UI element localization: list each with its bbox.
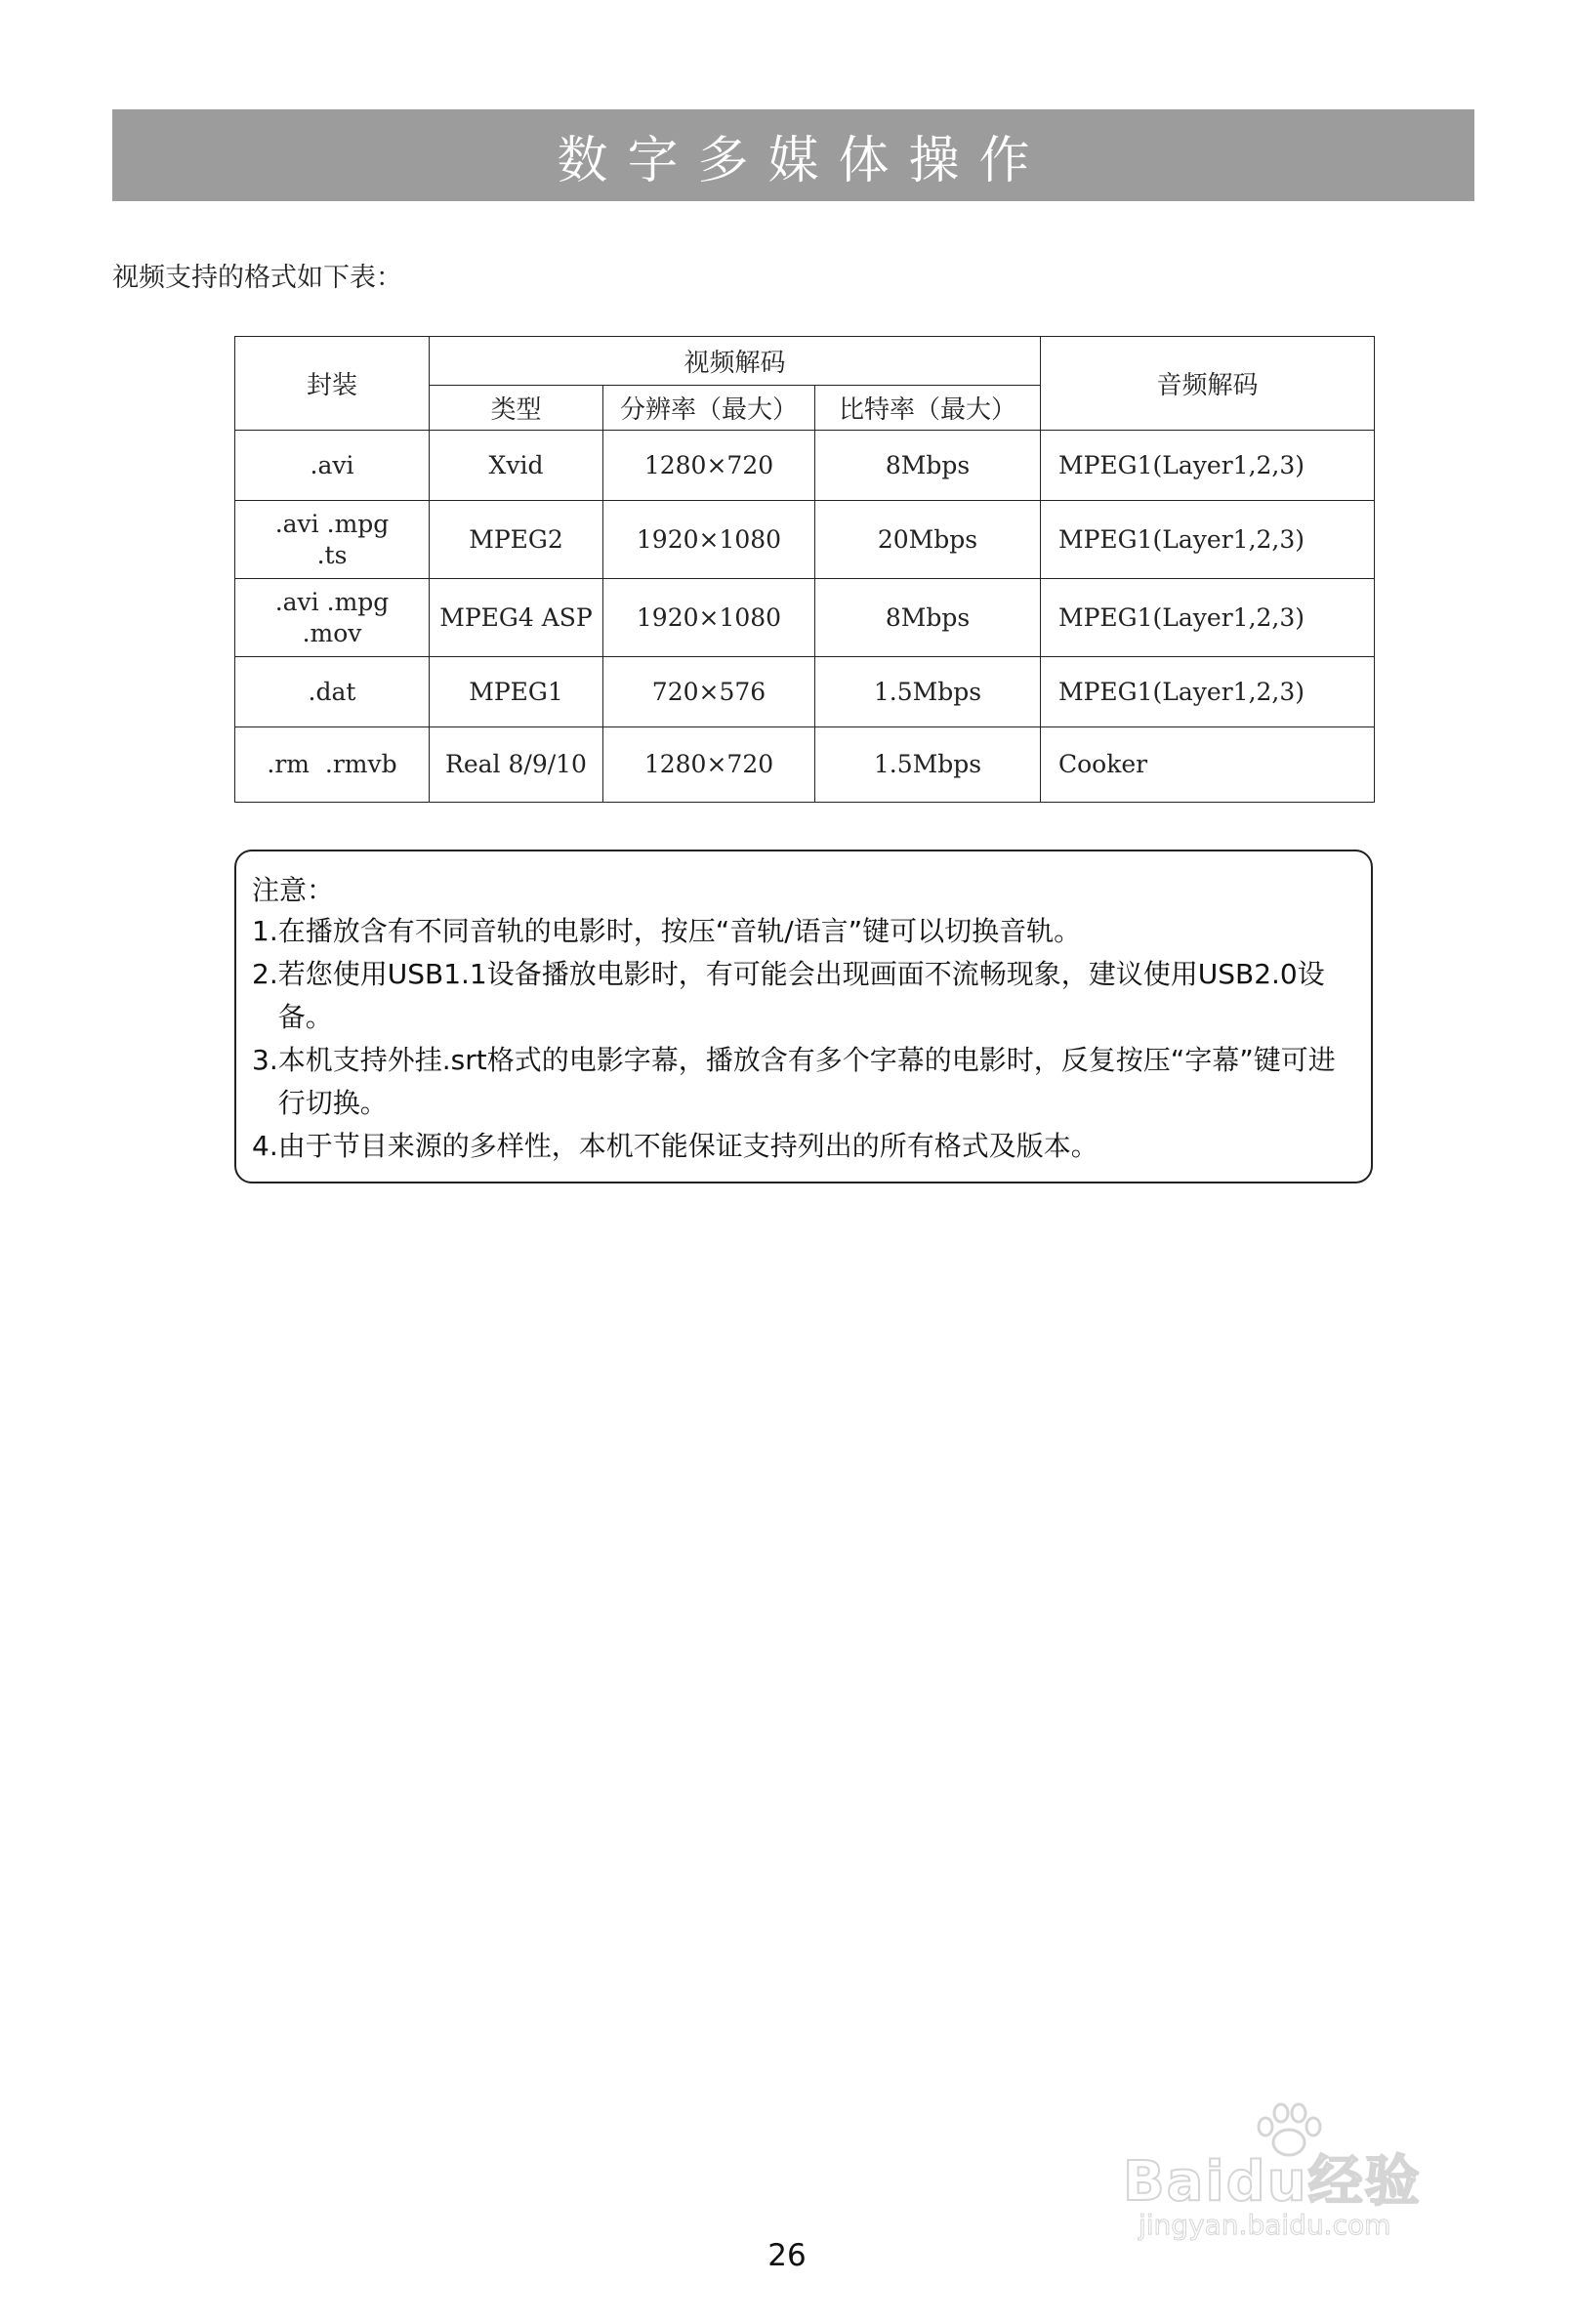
page-title: 数字多媒体操作 bbox=[557, 131, 1050, 190]
note-item bbox=[252, 1039, 1347, 1125]
cell-container: .rm .rmvb bbox=[235, 727, 430, 803]
cell-resolution: 1920×1080 bbox=[603, 579, 815, 657]
cell-type: Real 8/9/10 bbox=[430, 727, 603, 803]
cell-container: .avi .mpg .ts bbox=[235, 501, 430, 579]
header-video-decode: 视频解码 bbox=[430, 337, 1041, 386]
table-row bbox=[235, 501, 1375, 579]
table-row bbox=[235, 579, 1375, 657]
cell-bitrate: 8Mbps bbox=[815, 579, 1041, 657]
cell-container: .dat bbox=[235, 657, 430, 727]
cell-resolution: 720×576 bbox=[603, 657, 815, 727]
notes-heading: 注意： bbox=[252, 874, 335, 906]
notes-box bbox=[234, 850, 1373, 1183]
cell-resolution: 1920×1080 bbox=[603, 501, 815, 579]
cell-audio: MPEG1(Layer1,2,3) bbox=[1041, 501, 1375, 579]
note-number: 4. bbox=[252, 1130, 278, 1162]
cell-bitrate: 20Mbps bbox=[815, 501, 1041, 579]
table-row bbox=[235, 431, 1375, 501]
header-bitrate: 比特率（最大） bbox=[815, 386, 1041, 431]
cell-resolution: 1280×720 bbox=[603, 431, 815, 501]
note-text: 若您使用USB1.1设备播放电影时，有可能会出现画面不流畅现象，建议使用USB2.0设备。 bbox=[277, 958, 1325, 1033]
watermark-main: Baidu经验 bbox=[1123, 2150, 1422, 2214]
cell-container: .avi .mpg .mov bbox=[235, 579, 430, 657]
cell-audio: MPEG1(Layer1,2,3) bbox=[1041, 431, 1375, 501]
cell-audio: MPEG1(Layer1,2,3) bbox=[1041, 657, 1375, 727]
header-audio-decode: 音频解码 bbox=[1041, 337, 1375, 431]
table-row bbox=[235, 727, 1375, 803]
header-type: 类型 bbox=[430, 386, 603, 431]
cell-container: .avi bbox=[235, 431, 430, 501]
cell-bitrate: 1.5Mbps bbox=[815, 727, 1041, 803]
watermark-url: jingyan.baidu.com bbox=[1139, 2209, 1391, 2241]
note-number: 2. bbox=[252, 958, 278, 990]
note-number: 1. bbox=[252, 915, 278, 947]
cell-audio: Cooker bbox=[1041, 727, 1375, 803]
note-number: 3. bbox=[252, 1044, 278, 1076]
cell-type: Xvid bbox=[430, 431, 603, 501]
cell-type: MPEG4 ASP bbox=[430, 579, 603, 657]
note-text: 本机支持外挂.srt格式的电影字幕，播放含有多个字幕的电影时，反复按压“字幕”键可进行切换。 bbox=[277, 1044, 1336, 1119]
note-text: 由于节目来源的多样性，本机不能保证支持列出的所有格式及版本。 bbox=[277, 1130, 1098, 1162]
cell-type: MPEG1 bbox=[430, 657, 603, 727]
header-container: 封装 bbox=[235, 337, 430, 431]
page-number: 26 bbox=[767, 2238, 807, 2273]
cell-resolution: 1280×720 bbox=[603, 727, 815, 803]
note-item bbox=[252, 953, 1347, 1039]
table-header-row bbox=[235, 337, 1375, 386]
baidu-watermark bbox=[1123, 2099, 1513, 2241]
intro-text: 视频支持的格式如下表： bbox=[112, 263, 402, 293]
cell-type: MPEG2 bbox=[430, 501, 603, 579]
header-resolution: 分辨率（最大） bbox=[603, 386, 815, 431]
section-title-bar bbox=[112, 109, 1474, 201]
supported-formats-table bbox=[234, 336, 1375, 803]
note-text: 在播放含有不同音轨的电影时，按压“音轨/语言”键可以切换音轨。 bbox=[277, 915, 1082, 947]
cell-bitrate: 8Mbps bbox=[815, 431, 1041, 501]
note-item bbox=[252, 910, 1347, 953]
cell-audio: MPEG1(Layer1,2,3) bbox=[1041, 579, 1375, 657]
note-item bbox=[252, 1125, 1347, 1168]
cell-bitrate: 1.5Mbps bbox=[815, 657, 1041, 727]
table-row bbox=[235, 657, 1375, 727]
